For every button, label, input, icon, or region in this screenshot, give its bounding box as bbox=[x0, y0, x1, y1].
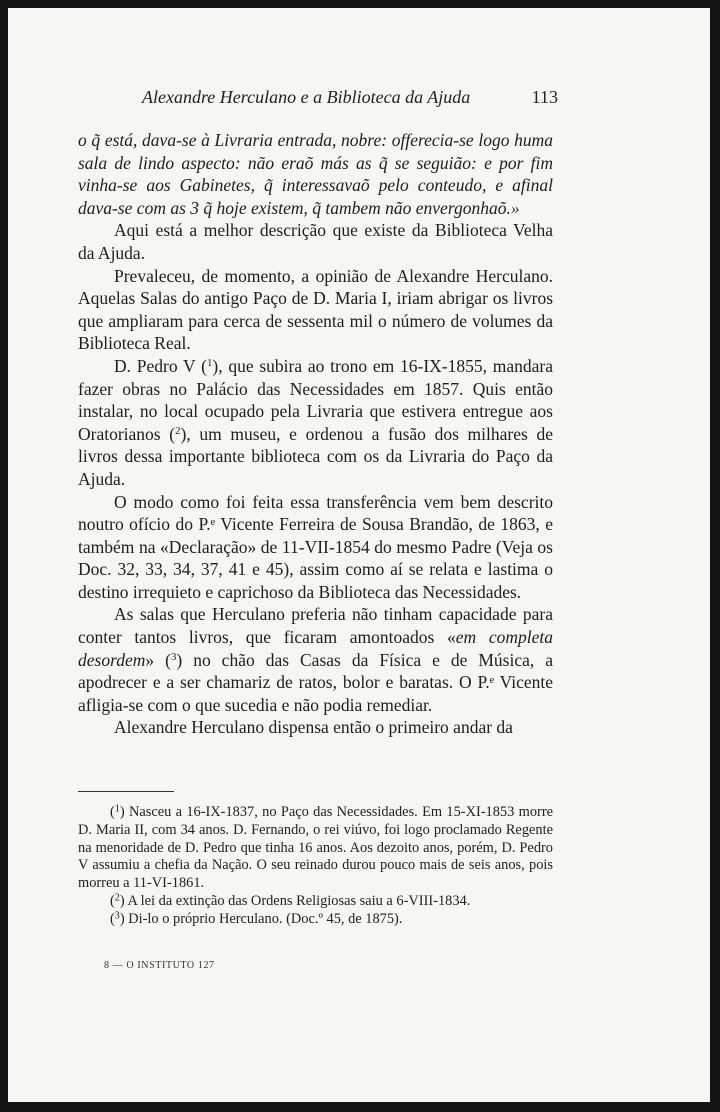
book-page bbox=[8, 8, 710, 1102]
paragraph: O modo como foi feita essa transferência vem bem descrito noutro ofício do P.ᵉ Vicente Ferreira de Sousa Brandão, de 1863, e também na «Declaração» de 11-VII-1854 do mesmo Padre (Veja os Doc. 32, 33, 34, 37, 41 e 45), assim como aí se relata e lastima o destino irrequieto e caprichoso da Biblioteca das Necessidades. bbox=[78, 491, 553, 602]
running-title: Alexandre Herculano e a Biblioteca da Ajuda bbox=[142, 87, 471, 107]
footnote: ($^2$) A lei da extinção das Ordens Religiosas saiu a 6-VIII-1834. bbox=[110, 892, 471, 909]
text-run: D. Pedro V ( bbox=[114, 355, 207, 376]
body-text bbox=[78, 129, 553, 739]
footnote: ($^3$) Di-lo o próprio Herculano. (Doc.º 45, de 1875). bbox=[110, 910, 403, 927]
footnotes bbox=[78, 804, 553, 929]
paragraph bbox=[78, 355, 553, 491]
paragraph bbox=[78, 603, 553, 716]
footnote-mark: 3 bbox=[114, 910, 120, 922]
paragraph: Prevaleceu, de momento, a opinião de Alexandre Herculano. Aquelas Salas do antigo Paço de D. Maria I, iriam abrigar os livros que ampliaram para cerca de sessenta mil o número de volumes da Biblioteca Real. bbox=[78, 265, 553, 354]
italic-quote: em completa desordem bbox=[78, 627, 553, 670]
footnote-text: Di-lo o próprio Herculano. (Doc.º 45, de 1875). bbox=[128, 910, 403, 927]
paragraph: Aqui está a melhor descrição que existe da Biblioteca Velha da Ajuda. bbox=[78, 220, 553, 263]
footnote-mark: 1 bbox=[114, 803, 120, 815]
footnote: ($^1$) Nasceu a 16-IX-1837, no Paço das Necessidades. Em 15-XI-1853 morre D. Maria II, com 34 anos. D. Fernando, o rei viúvo, foi logo proclamado Regente na menoridade de D. Pedro que tinha 16 anos. Aos dezoito anos, porém, D. Pedro V assumiu a chefia da Nação. O seu reinado durou pouco mais de seis anos, pois morreu a 11-VI-1861. bbox=[78, 803, 553, 892]
text-run: ) no chão das Casas da Física e de Música, a apodrecer e a ser chamariz de ratos, bolor e baratas. O P.ᵉ Vicente afligia-se com o que sucedia e não podia remediar. bbox=[78, 649, 554, 715]
footnote-ref: 1 bbox=[206, 356, 213, 369]
page-header bbox=[142, 87, 558, 113]
text-run: » ( bbox=[145, 649, 171, 670]
footnote-rule bbox=[78, 791, 174, 792]
text-run: As salas que Herculano preferia não tinham capacidade para conter tantos livros, que ficaram amontoados « bbox=[78, 604, 553, 648]
text-run: ), que subira ao trono em 16-IX-1855, mandara fazer obras no Palácio das Necessidades em 1857. Quis então instalar, no local ocupado pela Livraria que estivera entregue aos Oratorianos ( bbox=[78, 355, 553, 444]
footnote-ref: 2 bbox=[175, 424, 181, 437]
footnote-text: A lei da extinção das Ordens Religiosas saiu a 6-VIII-1834. bbox=[127, 892, 471, 909]
footnote-mark: 2 bbox=[114, 892, 120, 904]
quoted-passage: o q̃ está, dava-se à Livraria entrada, nobre: offerecia-se logo huma sala de lindo aspecto: não eraõ más as q̃ se seguião: e por fim vinha-se aos Gabinetes, q̃ interessavaõ pelo conteudo, e afinal dava-se com as 3 q̃ hoje existem, q̃ tambem não envergonhaõ.» bbox=[78, 130, 553, 218]
paragraph: Alexandre Herculano dispensa então o primeiro andar da bbox=[114, 717, 513, 738]
printer-signature: 8 — O INSTITUTO 127 bbox=[104, 960, 215, 971]
footnote-text: Nasceu a 16-IX-1837, no Paço das Necessidades. Em 15-XI-1853 morre D. Maria II, com 34 anos. D. Fernando, o rei viúvo, foi logo proclamado Regente na menoridade de D. Pedro que tinha 16 anos. Aos dezoito anos, porém, D. Pedro V assumiu a chefia da Nação. O seu reinado durou pouco mais de seis anos, pois morreu a 11-VI-1861. bbox=[78, 804, 553, 892]
footnote-ref: 3 bbox=[170, 650, 177, 663]
page-number: 113 bbox=[531, 87, 558, 107]
text-run: ), um museu, e ordenou a fusão dos milhares de livros dessa importante biblioteca com os da Livraria do Paço da Ajuda. bbox=[78, 423, 553, 489]
